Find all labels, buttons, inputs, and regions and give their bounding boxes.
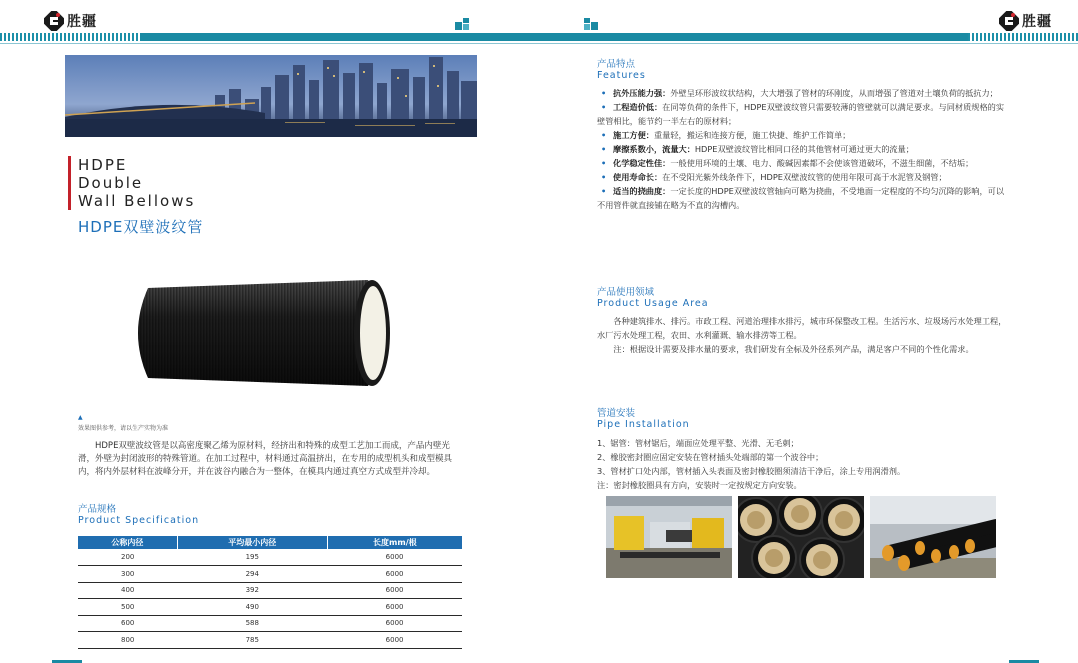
- brand-name: 胜疆: [67, 14, 97, 30]
- list-item: 注：密封橡胶圈具有方向，安装时一定按规定方向安装。: [597, 480, 802, 490]
- factory-machine-photo: [606, 496, 732, 578]
- brand-logo: [44, 11, 97, 31]
- table-row: 300 294 6000: [78, 566, 462, 583]
- header-band: [539, 33, 1078, 41]
- install-section-title: 管道安装 Pipe Installation: [597, 408, 690, 430]
- list-item: 2、橡胶密封圈应固定安装在管材插头处端部的第一个波谷中；: [597, 452, 824, 462]
- brand-name: 胜疆: [1022, 14, 1052, 30]
- intro-paragraph: HDPE双壁波纹管是以高密度聚乙烯为原材料，经挤出和特殊的成型工艺加工而成，产品内壁光滑，外壁为封闭波形的特殊管道。在加工过程中，材料通过高温挤出，在专用的成型机头和成型模具内，将内外层材料在波峰分开，并在波谷内融合为一整体，在模具内通过真空方式成型并冷却。: [78, 441, 453, 478]
- brand-logo: [999, 11, 1052, 31]
- list-item: • 化学稳定性佳：一般使用环境的土壤、电力、酸碱因素都不会使该管道破坏，不滋生细菌，不结垢；: [601, 158, 974, 168]
- list-item: • 使用寿命长：在不受阳光紫外线条件下，HDPE双壁波纹管的使用年限可高于水泥管及钢管；: [601, 172, 947, 182]
- warehouse-pipes-photo: [870, 496, 996, 578]
- install-photos: [606, 496, 996, 578]
- table-row: 400 392 6000: [78, 582, 462, 599]
- list-item: • 工程造价低：在同等负荷的条件下，HDPE双壁波纹管只需要较薄的管壁就可以满足要求。与同材质规格的实壁管相比，能节约一半左右的原材料；: [597, 102, 1005, 126]
- list-item: • 抗外压能力强：外壁呈环形波纹状结构，大大增强了管材的环刚度，从而增强了管道对土壤负荷的抵抗力；: [601, 88, 998, 98]
- pipe-product-image: [128, 280, 392, 390]
- city-skyline-image: [65, 55, 477, 137]
- title-en-line: HDPE: [78, 156, 128, 174]
- title-en-line: Double: [78, 174, 144, 192]
- spec-section-title: 产品规格 Product Specification: [78, 504, 200, 526]
- brand-mark-icon: [999, 11, 1019, 31]
- spec-header: 公称内径: [78, 536, 177, 549]
- list-item: • 摩擦系数小，流量大：HDPE双壁波纹管比相同口径的其他管材可通过更大的流量；: [601, 144, 914, 154]
- title-cn: HDPE双壁波纹管: [78, 218, 204, 236]
- list-item: • 施工方便：重量轻，搬运和连接方便，施工快捷、维护工作简单；: [601, 130, 851, 140]
- usage-text: 各种建筑排水、排污。市政工程、河道治理排水排污，城市环保整改工程。生活污水、垃圾场污水处理工程，水厂污水处理工程，农田、水利灌溉、输水排涝等工程。 注：根据设计需要及排水量的要求，我们研发有全标及外径系列产品，满足客户不同的个性化需求。: [597, 316, 1007, 354]
- table-row: 500 490 6000: [78, 599, 462, 616]
- spec-header: 长度mm/根: [327, 536, 462, 549]
- list-item: • 适当的挠曲度：一定长度的HDPE双壁波纹管轴向可略为挠曲，不受地面一定程度的不均匀沉降的影响，可以不用管件就直接铺在略为不直的沟槽内。: [597, 186, 1005, 210]
- title-en-block: [68, 156, 195, 210]
- table-row: 800 785 6000: [78, 632, 462, 649]
- usage-section-title: 产品使用领域 Product Usage Area: [597, 287, 709, 309]
- spec-table: [78, 536, 462, 649]
- table-row: 200 195 6000: [78, 549, 462, 566]
- pipe-stack-photo: [738, 496, 864, 578]
- right-page: [539, 0, 1078, 663]
- triangle-icon: ▲: [78, 414, 83, 421]
- brand-mark-icon: [44, 11, 64, 31]
- list-item: 3、管材扩口处内部，管材插入头表面及密封橡胶圈须清洁干净后，涂上专用润滑剂。: [597, 466, 906, 476]
- list-item: 1、锯管：管材锯后，端面应处理平整、光滑、无毛刺；: [597, 438, 799, 448]
- spec-header: 平均最小内径: [177, 536, 327, 549]
- features-list: [597, 86, 1009, 212]
- table-row: 600 588 6000: [78, 615, 462, 632]
- features-section-title: 产品特点 Features: [597, 59, 646, 81]
- header-squares-icon: [584, 18, 598, 30]
- header-squares-icon: [455, 18, 469, 30]
- title-en-line: Wall Bellows: [78, 192, 196, 210]
- image-caption: ▲ 效果图供参考，请以生产实物为准: [78, 414, 169, 432]
- header-band: [0, 33, 539, 41]
- install-steps: [597, 436, 1009, 492]
